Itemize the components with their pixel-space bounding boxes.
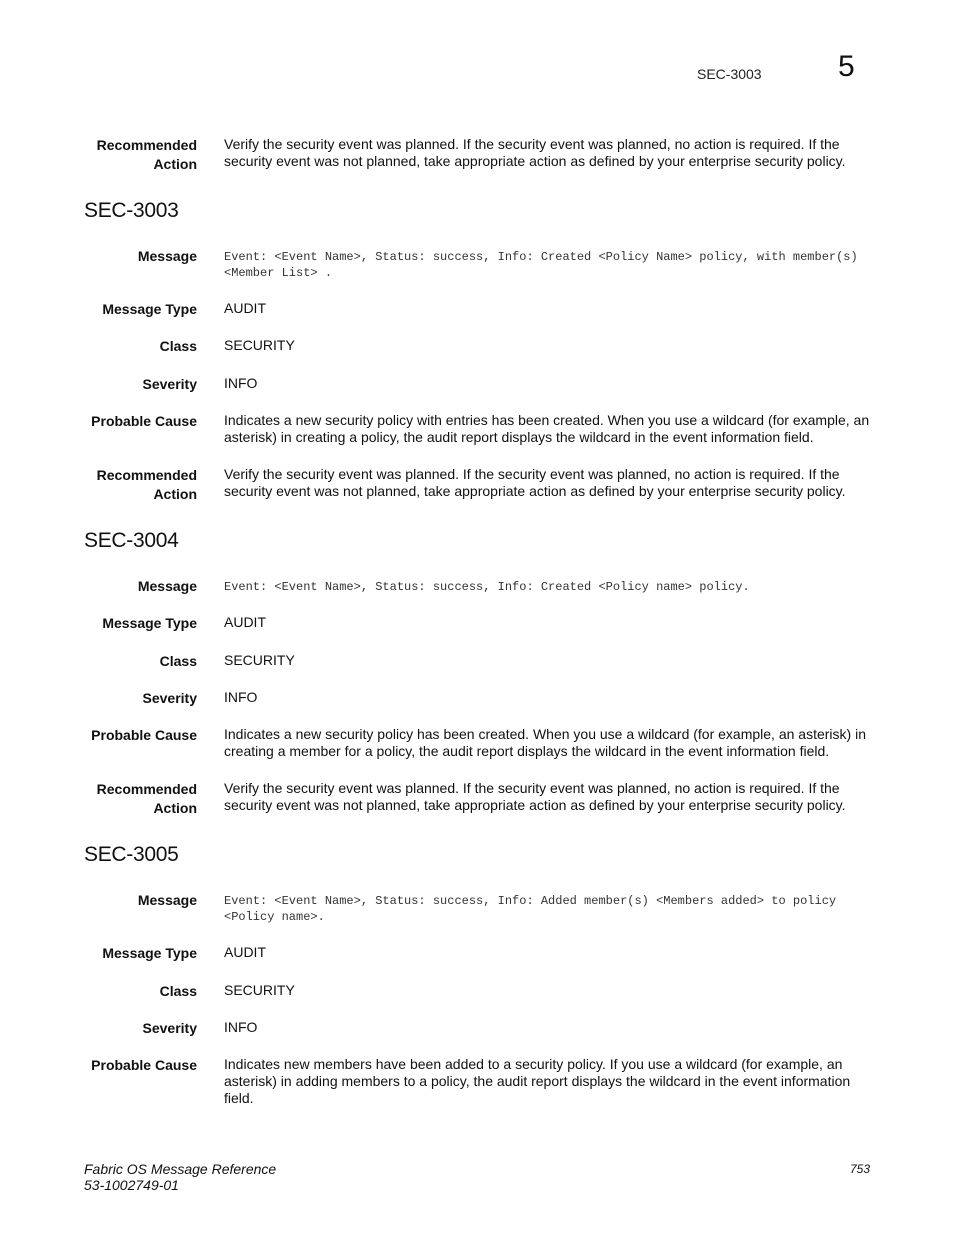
field-label: Message <box>137 248 197 264</box>
field-value: INFO <box>224 1019 258 1035</box>
field-label: Probable Cause <box>91 1057 197 1073</box>
field-label: Severity <box>142 376 197 392</box>
message-text: Event: <Event Name>, Status: success, Info: Added member(s) <Members added> to policy <Policy name>. <box>224 894 837 924</box>
entry-heading: SEC-3004 <box>84 529 179 552</box>
field-value: Verify the security event was planned. If the security event was planned, no action is required. If the security event was not planned, take appropriate action as defined by your enterprise security policy. <box>224 466 846 499</box>
field-label: Class <box>159 983 197 999</box>
field-value: Indicates a new security policy has been created. When you use a wildcard (for example, an asterisk) in creating a member for a policy, the audit report displays the wildcard in the event information field. <box>224 726 866 759</box>
field-value: AUDIT <box>224 300 266 316</box>
field-value: SECURITY <box>224 652 295 668</box>
entry-heading: SEC-3003 <box>84 199 179 222</box>
field-label: Message Type <box>102 301 197 317</box>
field-label: Recommended Action <box>96 467 197 502</box>
field-value: Indicates new members have been added to a security policy. If you use a wildcard (for example, an asterisk) in adding members to a policy, the audit report displays the wildcard in the event information field. <box>224 1056 851 1106</box>
field-value: SECURITY <box>224 982 295 998</box>
message-text: Event: <Event Name>, Status: success, Info: Created <Policy name> policy. <box>224 580 750 594</box>
field-label: Message Type <box>102 615 197 631</box>
field-value: Verify the security event was planned. If the security event was planned, no action is required. If the security event was not planned, take appropriate action as defined by your enterprise security policy. <box>224 780 846 813</box>
field-label: Message Type <box>102 945 197 961</box>
field-label: Probable Cause <box>91 413 197 429</box>
field-label: Message <box>137 892 197 908</box>
running-header-section: SEC-3003 <box>697 66 762 82</box>
field-value: SECURITY <box>224 337 295 353</box>
chapter-number: 5 <box>838 50 855 83</box>
field-label: Recommended Action <box>96 137 197 172</box>
field-value: Verify the security event was planned. If the security event was planned, no action is required. If the security event was not planned, take appropriate action as defined by your enterprise security policy. <box>224 136 846 169</box>
entry-heading: SEC-3005 <box>84 843 179 866</box>
field-value: AUDIT <box>224 614 266 630</box>
field-value: Indicates a new security policy with entries has been created. When you use a wildcard (for example, an asterisk) in creating a policy, the audit report displays the wildcard in the event information field. <box>224 412 870 445</box>
field-label: Class <box>159 338 197 354</box>
field-label: Severity <box>142 690 197 706</box>
field-label: Message <box>137 578 197 594</box>
field-value: INFO <box>224 689 258 705</box>
field-value: AUDIT <box>224 944 266 960</box>
field-value: INFO <box>224 375 258 391</box>
field-label: Recommended Action <box>96 781 197 816</box>
field-label: Class <box>159 653 197 669</box>
message-text: Event: <Event Name>, Status: success, Info: Created <Policy Name> policy, with member(s) <Member List> . <box>224 250 858 280</box>
footer-page-number: 753 <box>850 1162 871 1176</box>
field-label: Probable Cause <box>91 727 197 743</box>
footer-document-title: Fabric OS Message Reference <box>84 1161 277 1177</box>
footer-document-number: 53-1002749-01 <box>84 1177 179 1193</box>
field-label: Severity <box>142 1020 197 1036</box>
